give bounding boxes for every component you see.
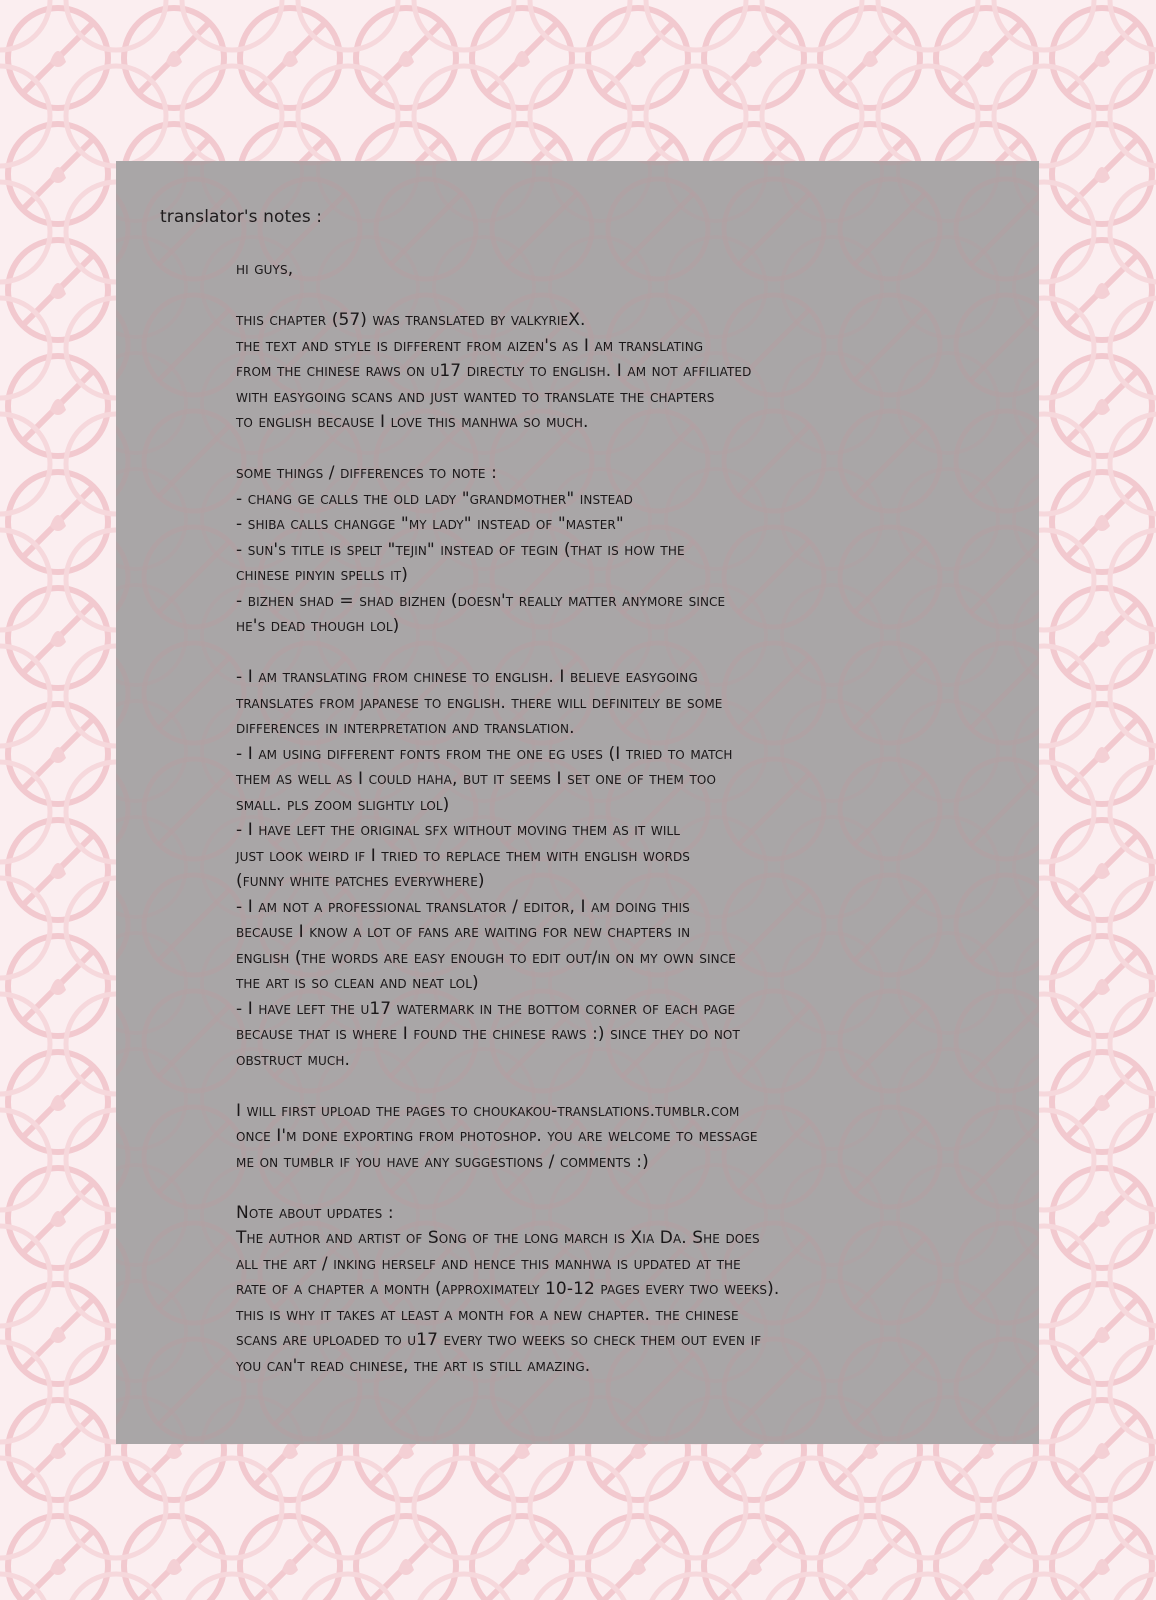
notes-line: just look weird if I tried to replace them with english words	[236, 845, 691, 866]
notes-line: - I have left the u17 watermark in the bottom corner of each page	[236, 998, 736, 1019]
notes-line: because that is where I found the chinese raws :) since they do not	[236, 1024, 740, 1044]
notes-paragraph	[236, 257, 1026, 283]
notes-line: all the art / inking herself and hence this manhwa is updated at the	[236, 1253, 741, 1274]
notes-line: chinese pinyin spells it)	[236, 565, 408, 585]
notes-line: hi guys,	[236, 259, 294, 279]
paragraph-gap	[236, 283, 1026, 309]
notes-line: you can't read chinese, the art is still amazing.	[236, 1355, 591, 1376]
notes-line: some things / differences to note :	[236, 463, 497, 483]
notes-line: - I am translating from chinese to english. I believe easygoing	[236, 667, 698, 687]
notes-paragraph	[236, 461, 1026, 640]
notes-line: he's dead though lol)	[236, 616, 400, 636]
notes-line: - chang ge calls the old lady "grandmother" instead	[236, 488, 633, 509]
notes-line: them as well as I could haha, but it seems I set one of them too	[236, 769, 717, 789]
paragraph-gap	[236, 436, 1026, 462]
notes-line: this is why it takes at least a month for a new chapter. the chinese	[236, 1304, 739, 1325]
notes-line: - bizhen shad = shad bizhen (doesn't really matter anymore since	[236, 590, 726, 611]
notes-line: Note about updates :	[236, 1202, 394, 1223]
notes-line: from the chinese raws on u17 directly to english. I am not affiliated	[236, 361, 752, 381]
notes-paragraph	[236, 665, 1026, 1073]
notes-line: rate of a chapter a month (approximately 10-12 pages every two weeks).	[236, 1279, 780, 1299]
notes-line: translates from japanese to english. there will definitely be some	[236, 692, 723, 713]
notes-heading: translator's notes :	[160, 207, 323, 227]
notes-line: - I am using different fonts from the one eg uses (I tried to match	[236, 743, 733, 764]
notes-line: - sun's title is spelt "tejin" instead of tegin (that is how the	[236, 539, 685, 560]
notes-line: with easygoing scans and just wanted to translate the chapters	[236, 386, 715, 407]
notes-line: - I have left the original sfx without moving them as it will	[236, 820, 681, 840]
notes-paragraph	[236, 1201, 1026, 1380]
notes-line: obstruct much.	[236, 1049, 350, 1070]
notes-line: english (the words are easy enough to edit out/in on my own since	[236, 947, 736, 968]
notes-line: - shiba calls changge "my lady" instead of "master"	[236, 514, 624, 534]
notes-line: because I know a lot of fans are waiting for new chapters in	[236, 922, 691, 942]
notes-line: to english because I love this manhwa so much.	[236, 412, 589, 432]
notes-line: the text and style is different from aizen's as I am translating	[236, 335, 704, 356]
notes-line: small. pls zoom slightly lol)	[236, 794, 450, 815]
notes-line: me on tumblr if you have any suggestions / comments :)	[236, 1151, 649, 1172]
notes-paragraph	[236, 1099, 1026, 1176]
notes-line: I will first upload the pages to choukakou-translations.tumblr.com	[236, 1100, 740, 1121]
notes-panel	[116, 161, 1039, 1444]
notes-line: (funny white patches everywhere)	[236, 871, 485, 891]
notes-line: once I'm done exporting from photoshop. you are welcome to message	[236, 1126, 758, 1146]
paragraph-gap	[236, 640, 1026, 666]
notes-line: differences in interpretation and translation.	[236, 718, 575, 738]
paragraph-gap	[236, 1175, 1026, 1201]
notes-body	[236, 257, 1026, 1379]
notes-line: scans are uploaded to u17 every two weeks so check them out even if	[236, 1330, 762, 1350]
translator-notes	[116, 161, 1039, 1444]
notes-line: this chapter (57) was translated by valkyrieX.	[236, 310, 586, 330]
paragraph-gap	[236, 1073, 1026, 1099]
notes-line: The author and artist of Song of the long march is Xia Da. She does	[236, 1228, 760, 1248]
notes-paragraph	[236, 308, 1026, 436]
notes-line: - I am not a professional translator / editor, I am doing this	[236, 896, 690, 917]
notes-line: the art is so clean and neat lol)	[236, 973, 479, 993]
